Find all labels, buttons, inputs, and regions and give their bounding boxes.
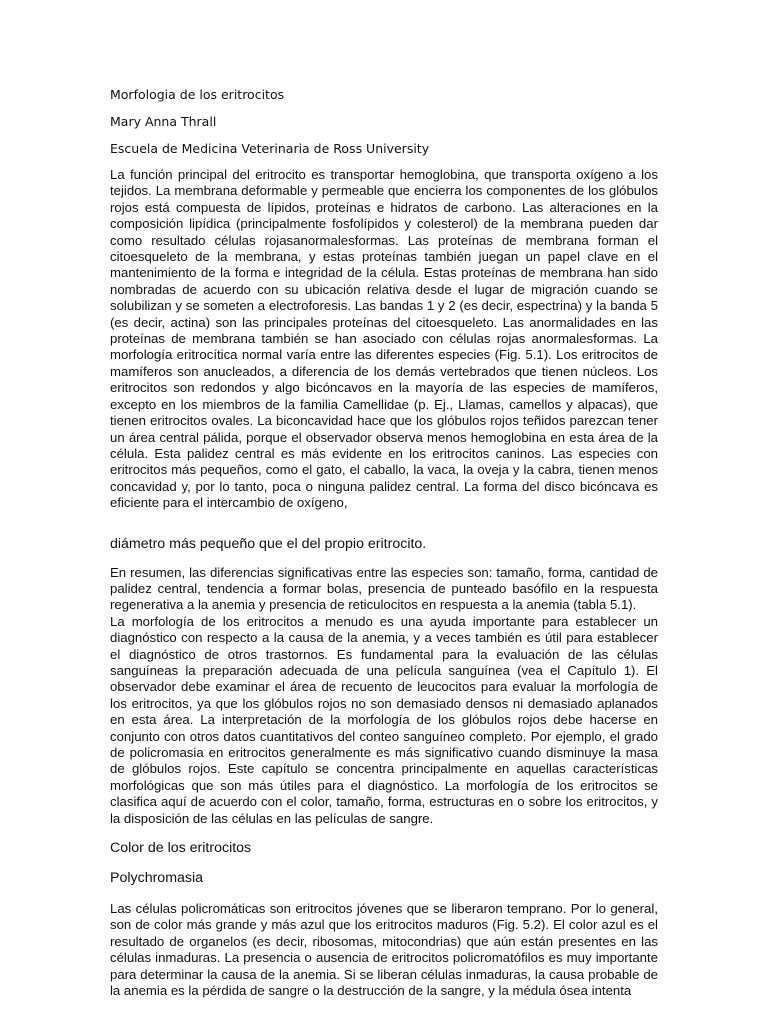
paragraph-summary: En resumen, las diferencias significativas entre las especies son: tamaño, forma, cantidad de palidez central, tendencia a formar bolas, presencia de punteado basófilo en la respuesta regenerativa a la anemia y presencia de reticulocitos en respuesta a la anemia (tabla 5.1). xyxy=(110,564,658,613)
document-author: Mary Anna Thrall xyxy=(110,114,217,129)
document-title: Morfologia de los eritrocitos xyxy=(110,87,285,102)
section-heading-color: Color de los eritrocitos xyxy=(110,840,252,857)
standalone-line: diámetro más pequeño que el del propio eritrocito. xyxy=(110,535,427,552)
document-institution: Escuela de Medicina Veterinaria de Ross University xyxy=(110,141,430,156)
paragraph-morphology: La morfología de los eritrocitos a menudo es una ayuda importante para establecer un diagnóstico con respecto a la causa de la anemia, y a veces también es útil para establecer el diagnóstico de otros trastornos. Es fundamental para la evaluación de las células sanguíneas la preparación adecuada de una película sanguínea (vea el Capítulo 1). El observador debe examinar el área de recuento de leucocitos para evaluar la morfología de los eritrocitos, ya que los glóbulos rojos no son demasiado densos ni demasiado aplanados en esta área. La interpretación de la morfología de los glóbulos rojos debe hacerse en conjunto con otros datos cuantitativos del conteo sanguíneo completo. Por ejemplo, el grado de policromasia en eritrocitos generalmente es más significativo cuando disminuye la masa de glóbulos rojos. Este capítulo se concentra principalmente en aquellas características morfológicas que son más útiles para el diagnóstico. La morfología de los eritrocitos se clasifica aquí de acuerdo con el color, tamaño, forma, estructuras en o sobre los eritrocitos, y la disposición de las células en las películas de sangre. xyxy=(110,613,658,826)
document-content xyxy=(110,86,658,999)
paragraph-polychromasia: Las células policromáticas son eritrocitos jóvenes que se liberaron temprano. Por lo general, son de color más grande y más azul que los eritrocitos maduros (Fig. 5.2). El color azul es el resultado de organelos (es decir, ribosomas, mitocondrias) que aún están presentes en las células inmaduras. La presencia o ausencia de eritrocitos policromatófilos es muy importante para determinar la causa de la anemia. Si se liberan células inmaduras, la causa probable de la anemia es la pérdida de sangre o la destrucción de la sangre, y la médula ósea intenta xyxy=(110,901,658,999)
subsection-heading-polychromasia: Polychromasia xyxy=(110,870,204,887)
paragraph-intro: La función principal del eritrocito es transportar hemoglobina, que transporta oxígeno a los tejidos. La membrana deformable y permeable que encierra los componentes de los glóbulos rojos está compuesta de lípidos, proteínas e hidratos de carbono. Las alteraciones en la composición lipídica (principalmente fosfolípidos y colesterol) de la membrana pueden dar como resultado células rojasanormalesformas. Las proteínas de membrana forman el citoesqueleto de la membrana, y estas proteínas también juegan un papel clave en el mantenimiento de la forma e integridad de la célula. Estas proteínas de membrana han sido nombradas de acuerdo con su ubicación relativa desde el lugar de migración cuando se solubilizan y se someten a electroforesis. Las bandas 1 y 2 (es decir, espectrina) y la banda 5 (es decir, actina) son las principales proteínas del citoesqueleto. Las anormalidades en las proteínas de membrana también se han asociado con células rojas anormalesformas. La morfología eritrocítica normal varía entre las diferentes especies (Fig. 5.1). Los eritrocitos de mamíferos son anucleados, a diferencia de los demás vertebrados que tienen núcleos. Los eritrocitos son redondos y algo bicóncavos en la mayoría de las especies de mamíferos, excepto en los miembros de la familia Camellidae (p. Ej., Llamas, camellos y alpacas), que tienen eritrocitos ovales. La biconcavidad hace que los glóbulos rojos teñidos parezcan tener un área central pálida, porque el observador observa menos hemoglobina en esta área de la célula. Esta palidez central es más evidente en los eritrocitos caninos. Las especies con eritrocitos más pequeños, como el gato, el caballo, la vaca, la oveja y la cabra, tienen menos concavidad y, por lo tanto, poca o ninguna palidez central. La forma del disco bicóncava es eficiente para el intercambio de oxígeno, xyxy=(110,167,658,511)
